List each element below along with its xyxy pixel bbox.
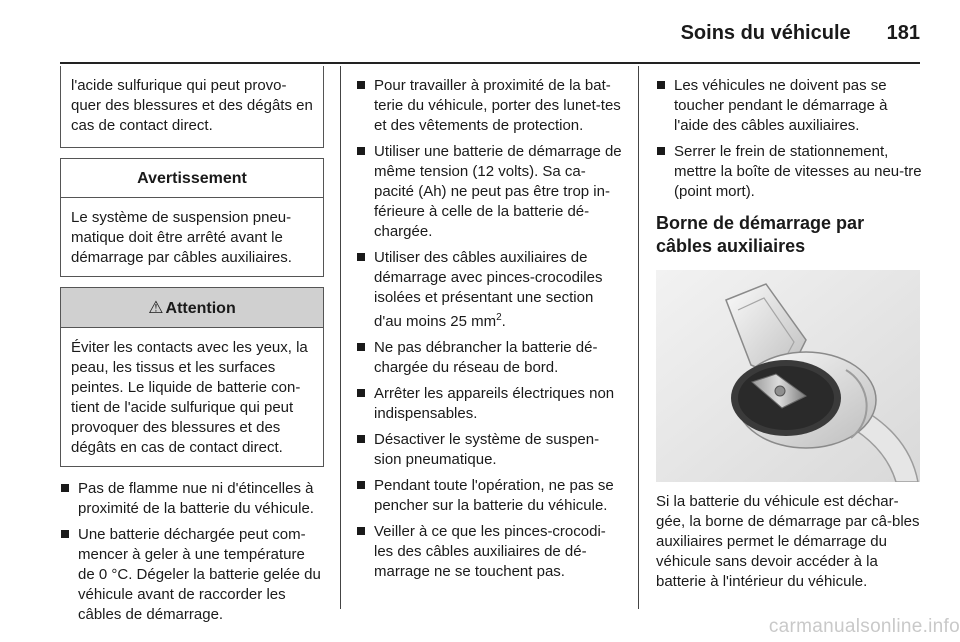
list-item: Les véhicules ne doivent pas se toucher pendant le démarrage à l'aide des câbles auxiliaires. [656,76,922,136]
column-2 [356,76,622,588]
cable-section-tail: . [501,313,506,330]
list-item: Pour travailler à proximité de la bat-terie du véhicule, porter des lunet-tes et des vêtements de protection. [356,76,622,136]
attention-header [61,288,323,328]
page-title: Soins du véhicule [680,21,851,44]
list-item: Serrer le frein de stationnement, mettre la boîte de vitesses au neu-tre (point mort). [656,142,922,202]
list-item: Ne pas débrancher la batterie dé-chargée du réseau de bord. [356,338,622,378]
list-item: Arrêter les appareils électriques non indispensables. [356,384,622,424]
col3-bullet-list [656,76,922,202]
list-item: Une batterie déchargée peut com-mencer à geler à une température de 0 °C. Dégeler la batterie gelée du véhicule avant de raccorder les câbles de démarrage. [60,525,324,625]
page-number: 181 [886,21,920,44]
attention-box [60,287,324,467]
col1-bullet-list [60,479,324,625]
superscript: 2 [496,312,502,323]
list-item: Utiliser une batterie de démarrage de même tension (12 volts). Sa ca-pacité (Ah) ne peut pas être trop in-férieure à celle de la batterie dé-chargée. [356,142,622,242]
list-item: Veiller à ce que les pinces-crocodi-les des câbles auxiliaires de dé-marrage ne se touchent pas. [356,522,622,582]
page-header [681,18,920,48]
list-item: Désactiver le système de suspen-sion pneumatique. [356,430,622,470]
attention-title: Attention [165,300,236,317]
jump-start-terminal-illustration [656,270,920,482]
attention-text: Éviter les contacts avec les yeux, la peau, les tissus et les surfaces peintes. Le liquide de batterie con-tient de l'acide sulfurique qui peut provoquer des blessures et des dégâts en cas de contact direct. [71,339,308,456]
jump-start-terminal-photo [656,270,920,482]
list-item: Pas de flamme nue ni d'étincelles à proximité de la batterie du véhicule. [60,479,324,519]
column-divider-1 [340,66,341,609]
continued-warning-box [60,66,324,148]
photo-caption: Si la batterie du véhicule est déchar-gée, la borne de démarrage par câ-bles auxiliaires permet le démarrage du véhicule sans devoir accéder à la batterie à l'intérieur du véhicule. [656,493,920,590]
column-divider-2 [638,66,639,609]
list-item: Pendant toute l'opération, ne pas se pencher sur la batterie du véhicule. [356,476,622,516]
section-title: Borne de démarrage par câbles auxiliaires [656,213,865,256]
header-rule [60,62,920,64]
watermark: carmanualsonline.info [768,616,960,637]
avertissement-text: Le système de suspension pneu-matique doit être arrêté avant le démarrage par câbles auxiliaires. [71,209,292,266]
avertissement-title: Avertissement [61,159,323,198]
continued-warning-text: l'acide sulfurique qui peut provo-quer des blessures et des dégâts en cas de contact direct. [71,77,313,134]
list-item [356,248,622,332]
col2-bullet-list [356,76,622,582]
cable-section-text: Utiliser des câbles auxiliaires de démarrage avec pinces-crocodiles isolées et présentant une section d'au moins 25 mm [374,249,603,330]
warning-triangle-icon: ⚠ [148,298,164,317]
column-1 [60,66,324,631]
avertissement-box [60,158,324,277]
column-3 [656,76,922,592]
